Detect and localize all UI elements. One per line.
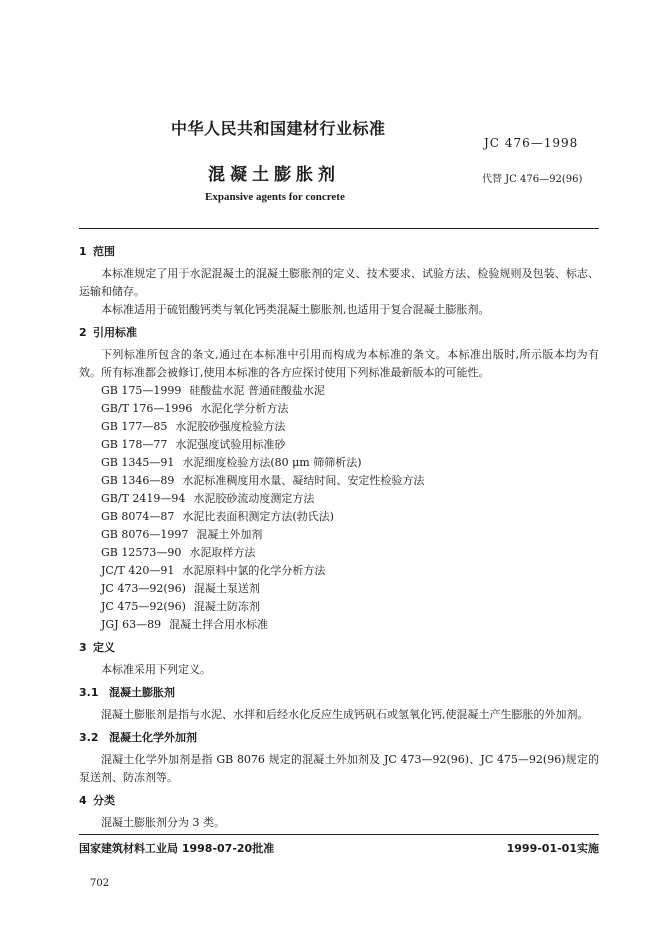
document-title-cn: 混凝土膨胀剂: [208, 165, 340, 185]
reference-name: 水泥化学分析方法: [200, 402, 289, 415]
industry-standard-heading: 中华人民共和国建材行业标准: [171, 119, 386, 138]
reference-code: GB 177—85: [101, 420, 168, 433]
reference-item: [79, 526, 599, 544]
subsection-title: 混凝土化学外加剂: [109, 731, 197, 744]
section-title: 范围: [93, 245, 115, 258]
reference-name: 水泥标准稠度用水量、凝结时间、安定性检验方法: [182, 474, 425, 487]
reference-item: [79, 598, 599, 616]
paragraph: 混凝土化学外加剂是指 GB 8076 规定的混凝土外加剂及 JC 473—92(96)、JC 475—92(96)规定的泵送剂、防冻剂等。: [79, 753, 599, 784]
reference-item: [79, 580, 599, 598]
reference-code: JC 475—92(96): [101, 600, 186, 613]
implementation-date: 1999-01-01实施: [506, 842, 599, 855]
paragraph: 混凝土膨胀剂是指与水泥、水拌和后经水化反应生成钙矾石或氢氧化钙,使混凝土产生膨胀的外加剂。: [101, 708, 589, 721]
footer-rule: [79, 834, 599, 835]
subsection-title: 混凝土膨胀剂: [109, 686, 175, 699]
reference-code: GB 178—77: [101, 438, 168, 451]
reference-name: 水泥胶砂流动度测定方法: [193, 492, 315, 505]
reference-code: JGJ 63—89: [101, 618, 162, 631]
section-2-heading: [79, 324, 599, 342]
reference-name: 水泥胶砂强度检验方法: [175, 420, 286, 433]
reference-code: GB 175—1999: [101, 384, 182, 397]
reference-item: [79, 418, 599, 436]
subsection-3-2-heading: [79, 729, 599, 747]
reference-code: JC 473—92(96): [101, 582, 186, 595]
reference-item: [79, 490, 599, 508]
document-body: [79, 238, 599, 832]
approval-date: 国家建筑材料工业局 1998-07-20批准: [79, 842, 275, 855]
paragraph: 本标准规定了用于水泥混凝土的混凝土膨胀剂的定义、技术要求、试验方法、检验规则及包装、标志、运输和储存。: [79, 267, 599, 298]
reference-name: 硅酸盐水泥 普通硅酸盐水泥: [189, 384, 325, 397]
paragraph: 本标准适用于硫铝酸钙类与氧化钙类混凝土膨胀剂,也适用于复合混凝土膨胀剂。: [101, 303, 490, 316]
document-title-en: Expansive agents for concrete: [205, 191, 345, 203]
subsection-number: 3.2: [79, 731, 99, 744]
reference-item: [79, 382, 599, 400]
reference-item: [79, 454, 599, 472]
subsection-number: 3.1: [79, 686, 99, 699]
section-title: 引用标准: [93, 326, 137, 339]
reference-item: [79, 544, 599, 562]
reference-item: [79, 400, 599, 418]
section-4-heading: [79, 792, 599, 810]
reference-item: [79, 562, 599, 580]
section-title: 分类: [93, 794, 115, 807]
paragraph: 混凝土膨胀剂分为 3 类。: [101, 816, 225, 829]
reference-name: 水泥强度试验用标准砂: [175, 438, 286, 451]
section-1-heading: [79, 243, 599, 261]
reference-name: 水泥取样方法: [189, 546, 256, 559]
reference-code: GB 1346—89: [101, 474, 175, 487]
section-number: 3: [79, 641, 87, 654]
reference-item: [79, 616, 599, 634]
reference-name: 水泥原料中氯的化学分析方法: [182, 564, 326, 577]
reference-item: [79, 508, 599, 526]
replaces-standard: 代替 JC 476—92(96): [482, 174, 583, 185]
reference-item: [79, 472, 599, 490]
reference-name: 混凝土防冻剂: [193, 600, 260, 613]
reference-item: [79, 436, 599, 454]
subsection-3-1-heading: [79, 684, 599, 702]
section-title: 定义: [93, 641, 115, 654]
standard-number: JC 476—1998: [484, 136, 579, 150]
section-3-heading: [79, 639, 599, 657]
reference-name: 水泥比表面积测定方法(勃氏法): [182, 510, 334, 523]
reference-code: GB 12573—90: [101, 546, 182, 559]
section-number: 1: [79, 245, 87, 258]
reference-code: GB/T 176—1996: [101, 402, 193, 415]
reference-name: 水泥细度检验方法(80 μm 筛筛析法): [182, 456, 362, 469]
reference-list: [79, 382, 599, 634]
reference-name: 混凝土拌合用水标准: [169, 618, 269, 631]
paragraph: 本标准采用下列定义。: [101, 663, 211, 676]
header-rule: [79, 228, 599, 229]
paragraph: 下列标准所包含的条文,通过在本标准中引用而构成为本标准的条文。本标准出版时,所示版本均为有效。所有标准都会被修订,使用本标准的各方应探讨使用下列标准最新版本的可能性。: [79, 348, 599, 379]
reference-code: GB 1345—91: [101, 456, 175, 469]
reference-name: 混凝土泵送剂: [193, 582, 260, 595]
reference-name: 混凝土外加剂: [196, 528, 263, 541]
section-number: 4: [79, 794, 87, 807]
page-number: 702: [90, 878, 110, 889]
reference-code: GB/T 2419—94: [101, 492, 186, 505]
reference-code: JC/T 420—91: [101, 564, 175, 577]
reference-code: GB 8076—1997: [101, 528, 189, 541]
section-number: 2: [79, 326, 87, 339]
reference-code: GB 8074—87: [101, 510, 175, 523]
